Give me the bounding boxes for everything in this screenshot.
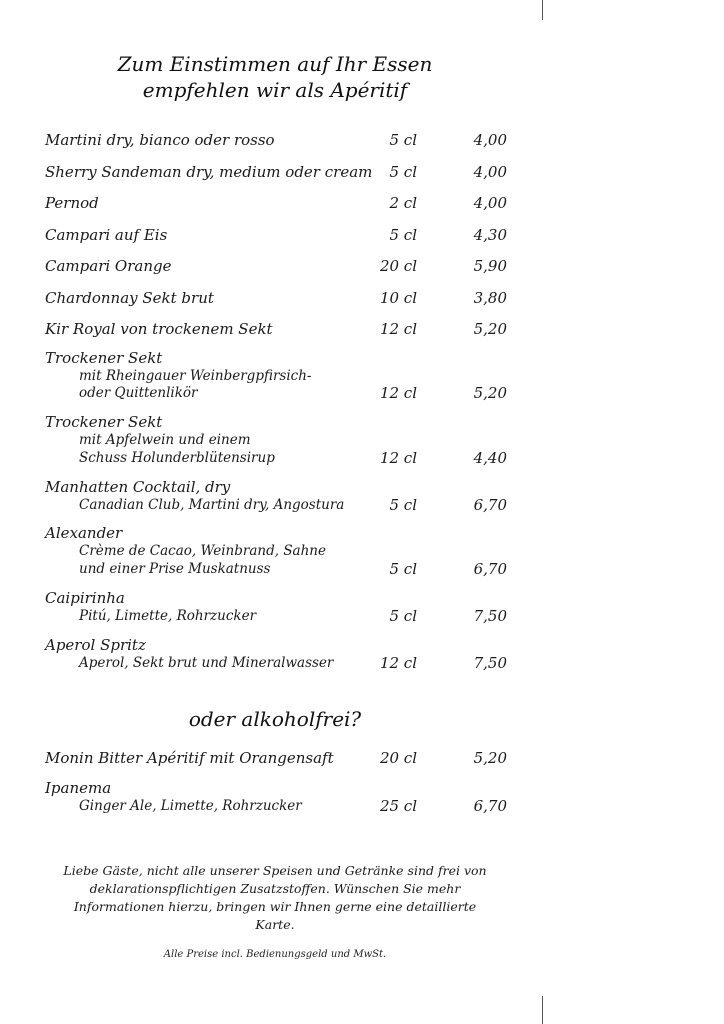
item-quantity: 5 cl [389,607,417,625]
menu-item-title [0,348,724,368]
item-name: Sherry Sandeman dry, medium oder cream [45,163,373,181]
item-description: und einer Prise Muskatnuss [79,561,271,577]
section-heading-alcohol-free: oder alkoholfrei? [188,707,362,731]
item-price: 6,70 [473,560,507,578]
item-quantity: 2 cl [389,194,417,212]
item-price: 6,70 [473,797,507,815]
price-footnote: Alle Preise incl. Bedienungsgeld und MwSt. [163,949,387,960]
menu-item-title [0,778,724,798]
item-name: Pernod [45,194,99,212]
notice-line: deklarationspflichtigen Zusatzstoffen. Wünschen Sie mehr [89,881,461,896]
item-price: 4,00 [473,163,507,181]
item-description: Canadian Club, Martini dry, Angostura [79,497,345,513]
menu-item-title [0,588,724,608]
item-quantity: 25 cl [379,797,417,815]
menu-item [0,288,724,308]
item-description: Pitú, Limette, Rohrzucker [79,608,257,624]
item-price: 5,20 [473,749,507,767]
menu-item-description [0,559,724,579]
item-quantity: 12 cl [379,449,417,467]
item-name: Ipanema [45,779,112,797]
item-description: Crème de Cacao, Weinbrand, Sahne [79,543,326,559]
item-name: Campari Orange [45,257,172,275]
menu-item-description [0,495,724,515]
menu-item [0,319,724,339]
item-name: Monin Bitter Apéritif mit Orangensaft [45,749,334,767]
item-description: mit Apfelwein und einem [79,432,251,448]
top-edge-mark [542,0,543,20]
menu-item [0,130,724,150]
item-description: Ginger Ale, Limette, Rohrzucker [79,798,302,814]
menu-item-title [0,477,724,497]
item-price: 4,00 [473,194,507,212]
menu-item [0,256,724,276]
item-quantity: 20 cl [379,749,417,767]
menu-item-title [0,412,724,432]
item-name: Aperol Spritz [45,636,146,654]
item-price: 5,90 [473,257,507,275]
menu-item-title [0,523,724,543]
item-quantity: 5 cl [389,226,417,244]
item-price: 7,50 [473,607,507,625]
item-description: Aperol, Sekt brut und Mineralwasser [79,655,334,671]
menu-item [0,225,724,245]
item-quantity: 5 cl [389,131,417,149]
item-price: 4,00 [473,131,507,149]
menu-item-title [0,635,724,655]
item-quantity: 5 cl [389,163,417,181]
item-quantity: 12 cl [379,384,417,402]
item-name: Campari auf Eis [45,226,168,244]
menu-heading-line1: Zum Einstimmen auf Ihr Essen [117,52,433,76]
item-name: Manhatten Cocktail, dry [45,478,231,496]
menu-heading-line2: empfehlen wir als Apéritif [142,78,408,102]
menu-item-description [0,796,724,816]
item-description: oder Quittenlikör [79,385,198,401]
menu-item-description [0,383,724,403]
item-quantity: 10 cl [379,289,417,307]
item-price: 4,40 [473,449,507,467]
item-quantity: 5 cl [389,496,417,514]
menu-item-description [0,606,724,626]
menu-item [0,748,724,768]
notice-line: Liebe Gäste, nicht alle unserer Speisen und Getränke sind frei von [63,863,487,878]
item-price: 5,20 [473,320,507,338]
item-price: 5,20 [473,384,507,402]
bottom-edge-mark [542,996,543,1024]
item-name: Martini dry, bianco oder rosso [45,131,275,149]
item-name: Caipirinha [45,589,125,607]
item-price: 4,30 [473,226,507,244]
item-quantity: 5 cl [389,560,417,578]
item-price: 6,70 [473,496,507,514]
menu-item-description [0,430,724,450]
menu-item [0,162,724,182]
menu-item-description [0,653,724,673]
item-quantity: 12 cl [379,320,417,338]
menu-item [0,193,724,213]
item-name: Chardonnay Sekt brut [45,289,214,307]
item-description: mit Rheingauer Weinbergpfirsich- [79,368,312,384]
item-quantity: 20 cl [379,257,417,275]
item-price: 3,80 [473,289,507,307]
item-price: 7,50 [473,654,507,672]
menu-item-description [0,541,724,561]
notice-line: Informationen hierzu, bringen wir Ihnen gerne eine detaillierte Karte. [73,899,477,932]
item-description: Schuss Holunderblütensirup [79,450,275,466]
item-name: Trockener Sekt [45,413,163,431]
menu-item-description [0,448,724,468]
item-name: Alexander [45,524,123,542]
item-name: Trockener Sekt [45,349,163,367]
additives-notice [60,862,490,934]
item-name: Kir Royal von trockenem Sekt [45,320,273,338]
item-quantity: 12 cl [379,654,417,672]
